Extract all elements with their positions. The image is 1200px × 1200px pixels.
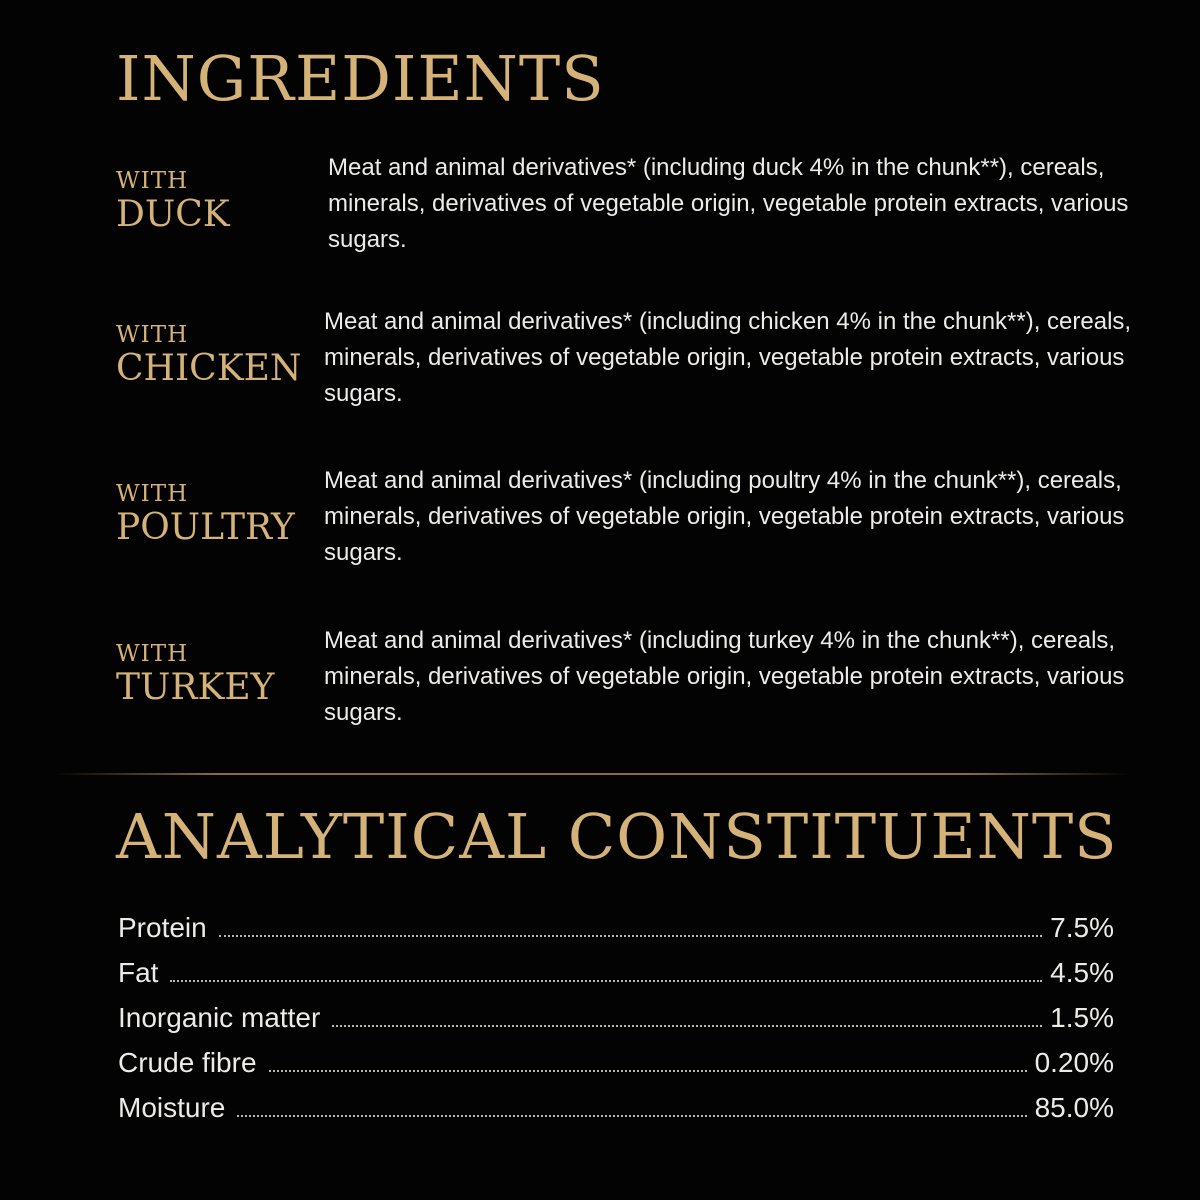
variant-with-label: WITH	[116, 481, 189, 507]
ingredient-description: Meat and animal derivatives* (including poultry 4% in the chunk**), cereals, minerals, derivatives of vegetable origin, vegetable protein extracts, various sugars.	[324, 467, 1125, 566]
ingredient-description: Meat and animal derivatives* (including chicken 4% in the chunk**), cereals, minerals, derivatives of vegetable origin, vegetable protein extracts, various sugars.	[324, 308, 1132, 407]
constituent-row-crude-fibre	[118, 1047, 1114, 1087]
ingredient-row-poultry	[0, 467, 1200, 587]
variant-label	[116, 637, 306, 709]
variant-label	[116, 477, 306, 549]
constituent-value: 4.5%	[1050, 957, 1114, 988]
constituent-value: 1.5%	[1050, 1002, 1114, 1033]
ingredient-row-duck	[0, 154, 1200, 274]
ingredient-description: Meat and animal derivatives* (including duck 4% in the chunk**), cereals, minerals, derivatives of vegetable origin, vegetable protein extracts, various sugars.	[328, 154, 1129, 253]
variant-label	[116, 164, 306, 236]
constituent-value: 85.0%	[1034, 1092, 1114, 1123]
constituent-value: 7.5%	[1050, 912, 1114, 943]
dot-leader	[219, 934, 1042, 937]
ingredient-row-turkey	[0, 627, 1200, 747]
variant-with-label: WITH	[116, 641, 189, 667]
variant-name: POULTRY	[116, 507, 295, 548]
ingredient-description: Meat and animal derivatives* (including turkey 4% in the chunk**), cereals, minerals, derivatives of vegetable origin, vegetable protein extracts, various sugars.	[324, 627, 1125, 726]
dot-leader	[332, 1024, 1042, 1027]
variant-with-label: WITH	[116, 322, 189, 348]
dot-leader	[237, 1114, 1026, 1117]
variant-name: CHICKEN	[116, 348, 302, 389]
dot-leader	[269, 1069, 1027, 1072]
section-divider	[55, 773, 1130, 775]
constituent-row-moisture	[118, 1092, 1114, 1132]
dot-leader	[170, 979, 1042, 982]
constituent-row-fat	[118, 957, 1114, 997]
constituent-label: Crude fibre	[118, 1047, 257, 1078]
constituent-value: 0.20%	[1034, 1047, 1114, 1078]
variant-name: DUCK	[116, 194, 230, 235]
constituent-row-inorganic-matter	[118, 1002, 1114, 1042]
variant-name: TURKEY	[116, 667, 275, 708]
variant-label	[116, 318, 306, 390]
variant-with-label: WITH	[116, 168, 189, 194]
constituent-row-protein	[118, 912, 1114, 952]
analytical-constituents-title: ANALYTICAL CONSTITUENTS	[116, 800, 1118, 873]
ingredient-row-chicken	[0, 308, 1200, 428]
constituent-label: Inorganic matter	[118, 1002, 321, 1033]
ingredients-title: INGREDIENTS	[116, 42, 605, 115]
constituent-label: Fat	[118, 957, 159, 988]
constituent-label: Protein	[118, 912, 207, 943]
constituent-label: Moisture	[118, 1092, 226, 1123]
